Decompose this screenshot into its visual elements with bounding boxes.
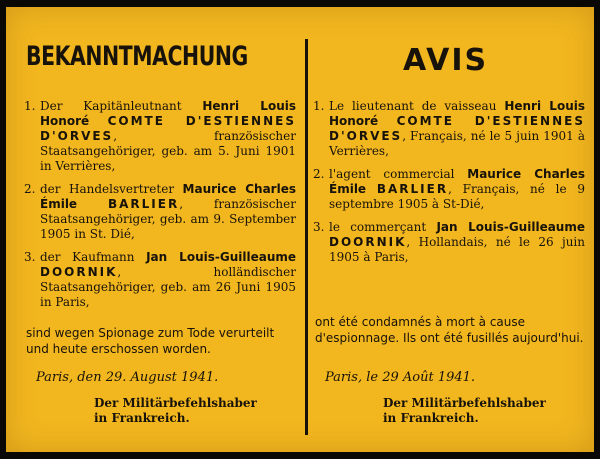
surname: DOORNIK [329, 235, 407, 249]
item-text [329, 220, 585, 265]
french-items [313, 99, 585, 273]
item-number: 3. [313, 220, 325, 234]
item-text [329, 167, 585, 212]
item-details: , holländischer Staatsangehöriger, geb. am 26 Juni 1905 in Paris, [40, 265, 296, 309]
german-title: BEKANNTMACHUNG [26, 41, 248, 72]
item-number: 3. [24, 250, 36, 264]
item-details: , Français, né le 9 septembre 1905 à St-Dié, [329, 182, 585, 211]
item-number: 2. [313, 167, 325, 181]
french-date: Paris, le 29 Août 1941. [325, 370, 476, 385]
item-text [40, 99, 296, 174]
item-intro: Der Kapitänleutnant [40, 99, 182, 113]
french-title: AVIS [403, 43, 489, 78]
surname: COMTE D'ESTIENNES D'ORVES [329, 114, 585, 143]
given-names: Maurice Charles Émile [329, 167, 585, 196]
item-text [40, 250, 296, 310]
german-item-3 [24, 250, 296, 310]
item-intro: le commerçant [329, 220, 427, 234]
surname: BARLIER [107, 197, 180, 211]
given-names: Henri Louis Honoré [329, 99, 585, 128]
item-details: , französischer Staatsangehöriger, geb. am 9. September 1905 in St. Dié, [40, 197, 296, 241]
item-details: , Français, né le 5 juin 1901 à Verrières, [329, 129, 585, 158]
french-closing: ont été condamnés à mort à cause d'espionnage. Ils ont été fusillés aujourd'hui. [315, 315, 584, 345]
french-item-1 [313, 99, 585, 159]
given-names: Maurice Charles Émile [40, 182, 296, 211]
item-intro: Le lieutenant de vaisseau [329, 99, 497, 113]
french-item-3 [313, 220, 585, 265]
signer-line-2: in Frankreich. [94, 411, 190, 425]
german-items [24, 99, 296, 318]
french-column [313, 7, 585, 452]
item-details: , Hollandais, né le 26 juin 1905 à Paris, [329, 235, 585, 264]
signer-line-2: in Frankreich. [383, 411, 479, 425]
item-intro: der Handelsvertreter [40, 182, 175, 196]
item-intro: l'agent commercial [329, 167, 455, 181]
french-signer [383, 396, 546, 426]
item-number: 1. [313, 99, 325, 113]
german-closing: sind wegen Spionage zum Tode verurteilt und heute erschossen worden. [26, 326, 275, 356]
signer-line-1: Der Militärbefehlshaber [94, 396, 257, 410]
german-item-1 [24, 99, 296, 174]
signer-line-1: Der Militärbefehlshaber [383, 396, 546, 410]
item-details: , französischer Staatsangehöriger, geb. am 5. Juni 1901 in Verrières, [40, 129, 296, 173]
german-column [24, 7, 296, 452]
surname: COMTE D'ESTIENNES D'ORVES [40, 114, 296, 143]
german-date: Paris, den 29. August 1941. [36, 370, 219, 385]
surname: BARLIER [376, 182, 449, 196]
german-signer [94, 396, 257, 426]
item-text [40, 182, 296, 242]
proclamation-poster [6, 7, 594, 452]
item-number: 2. [24, 182, 36, 196]
item-intro: der Kaufmann [40, 250, 135, 264]
item-number: 1. [24, 99, 36, 113]
given-names: Jan Louis-Guilleaume [436, 220, 585, 234]
german-item-2 [24, 182, 296, 242]
surname: DOORNIK [40, 265, 118, 279]
column-divider [305, 39, 308, 435]
french-item-2 [313, 167, 585, 212]
given-names: Henri Louis Honoré [40, 99, 296, 128]
given-names: Jan Louis-Guilleaume [146, 250, 296, 264]
item-text [329, 99, 585, 159]
